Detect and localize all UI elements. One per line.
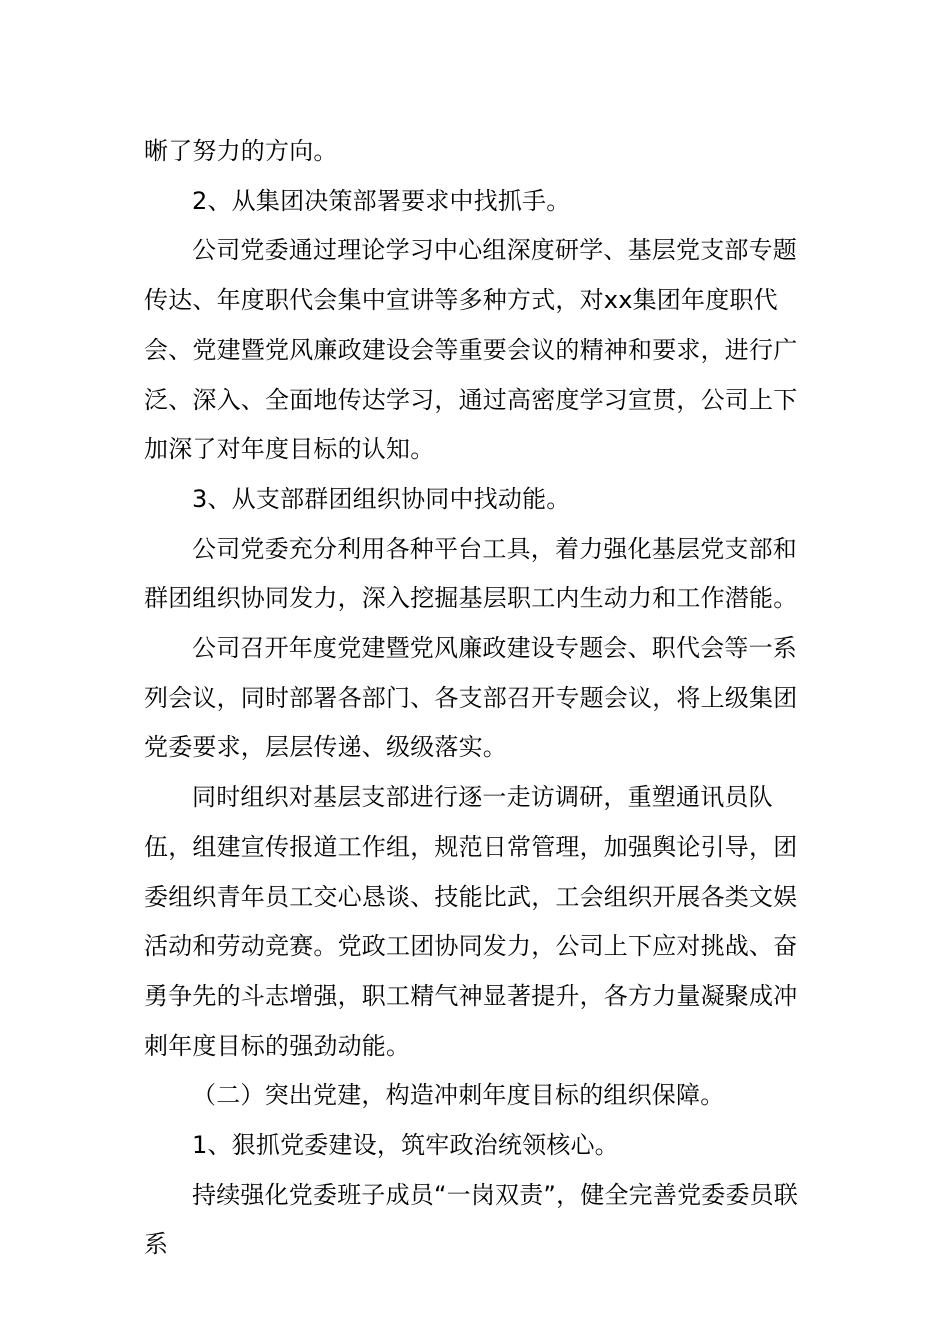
paragraph-continuation: 晰了努力的方向。: [144, 137, 338, 165]
section-heading-2: （二）突出党建，构造冲刺年度目标的组织保障。: [192, 1081, 725, 1110]
paragraph-visits-continued: 伍，组建宣传报道工作组，规范日常管理，加强舆论引导，团委组织青年员工交心恳谈、技能比武，工会组织开展各类文娱活动和劳动竞赛。党政工团协同发力，公司上下应对挑战、奋勇争先的斗志增强，职工精气神显著提升，各方力量凝聚成冲刺年度目标的强劲动能。: [144, 832, 798, 1060]
paragraph-visits: 同时组织对基层支部进行逐一走访调研，重塑通讯员队: [192, 783, 773, 812]
paragraph-platform-tools: 公司党委充分利用各种平台工具，着力强化基层党支部和群团组织协同发力，深入挖掘基层职工内生动力和工作潜能。: [144, 534, 798, 613]
paragraph-meetings: 公司召开年度党建暨党风廉政建设专题会、职代会等一系列会议，同时部署各部门、各支部召开专题会议，将上级集团党委要求，层层传递、级级落实。: [144, 634, 798, 762]
subheading-item-2: 2、从集团决策部署要求中找抓手。: [192, 186, 571, 215]
paragraph-study: 公司党委通过理论学习中心组深度研学、基层党支部专题传达、年度职代会集中宣讲等多种方式，对xx集团年度职代会、党建暨党风廉政建设会等重要会议的精神和要求，进行广泛、深入、全面地传达学习，通过高密度学习宣贯，公司上下加深了对年度目标的认知。: [144, 236, 798, 464]
document-body: [144, 127, 814, 1270]
subheading-item-1: 1、狠抓党委建设，筑牢政治统领核心。: [192, 1131, 619, 1160]
subheading-item-3: 3、从支部群团组织协同中找动能。: [192, 484, 571, 513]
paragraph-committee: 持续强化党委班子成员“一岗双责”，健全完善党委委员联系: [144, 1180, 799, 1259]
